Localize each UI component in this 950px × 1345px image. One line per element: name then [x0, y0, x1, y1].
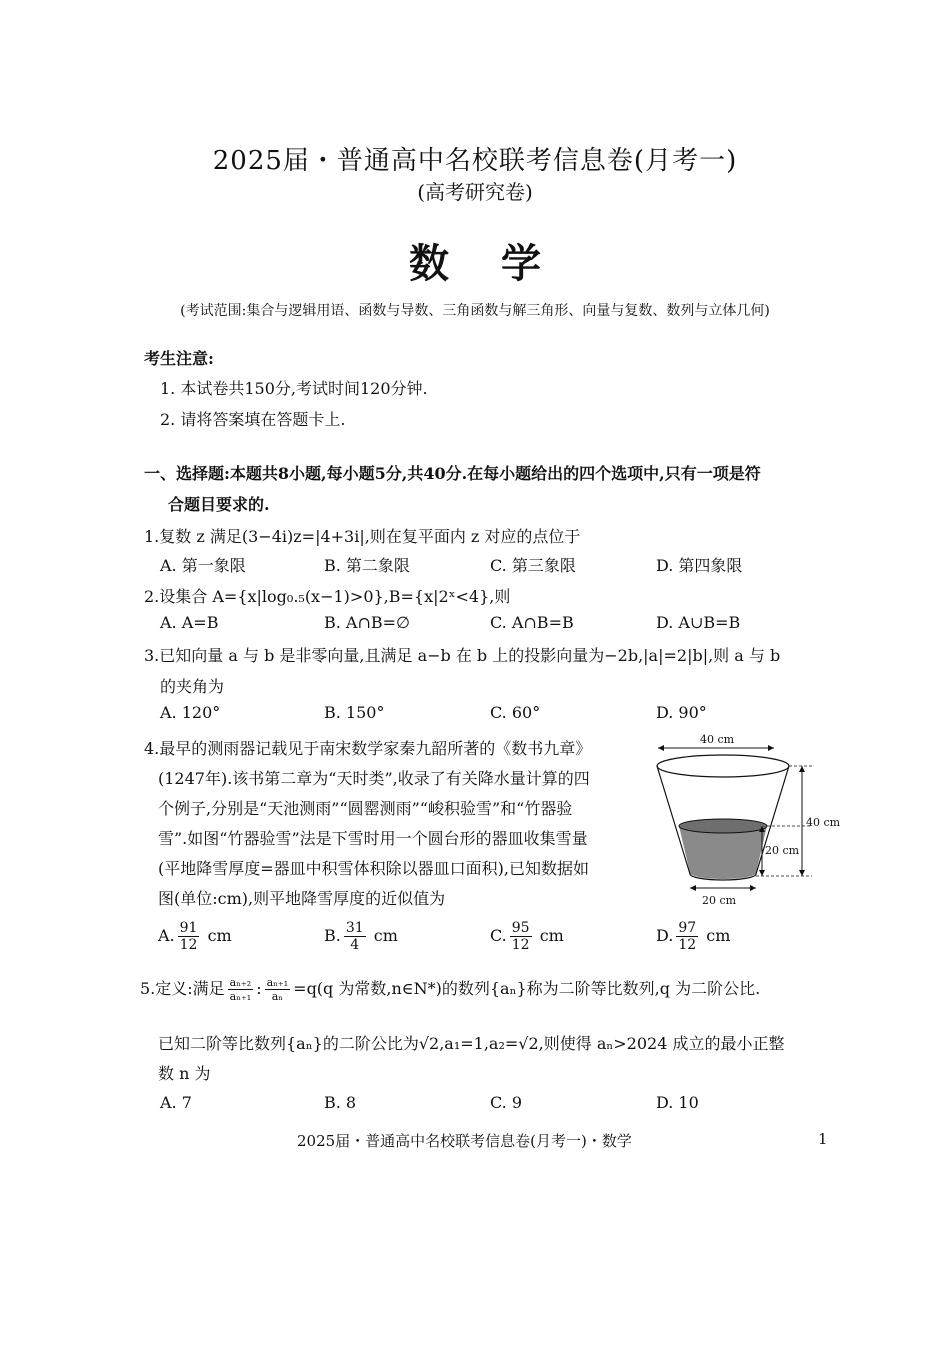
q1-option-b: B. 第二象限: [324, 556, 410, 575]
q3-option-d: D. 90°: [656, 703, 707, 722]
exam-scope: (考试范围:集合与逻辑用语、函数与导数、三角函数与解三角形、向量与复数、数列与立体几何): [180, 303, 770, 319]
question-4-line: 4.最早的测雨器记载见于南宋数学家秦九韶所著的《数书九章》: [144, 739, 592, 758]
question-5-line: 数 n 为: [158, 1064, 211, 1083]
q3-option-c: C. 60°: [490, 703, 541, 722]
exam-title: 2025届・普通高中名校联考信息卷(月考一): [212, 146, 738, 176]
q1-option-c: C. 第三象限: [490, 556, 576, 575]
page-footer: 2025届・普通高中名校联考信息卷(月考一)・数学: [297, 1132, 632, 1150]
q4-option-a: A. $\frac{91}{12}$ cm: [158, 920, 232, 953]
q2-option-b: B. A∩B=∅: [324, 613, 410, 632]
q1-option-d: D. 第四象限: [656, 556, 743, 575]
page-number: 1: [818, 1130, 828, 1148]
snow-depth-label: 20 cm: [765, 844, 800, 857]
question-1-stem: 1.复数 z 满足(3−4i)z=|4+3i|,则在复平面内 z 对应的点位于: [144, 527, 581, 546]
question-4-line: (平地降雪厚度=器皿中积雪体积除以器皿口面积),已知数据如: [158, 859, 589, 878]
question-5-stem: 5.定义:满足 $\frac{\text{aₙ₊₂}}{\text{aₙ₊₁}}$ : $\frac{\text{aₙ₊₁}}{\text{aₙ}}$ =q(q 为常数,n∈N*)的数列{aₙ}称为二阶等比数列,q 为二阶公比.: [140, 976, 761, 1003]
question-4-line: 个例子,分别是“天池测雨”“圆罂测雨”“峻积验雪”和“竹器验: [158, 799, 573, 818]
q2-option-c: C. A∩B=B: [490, 613, 574, 632]
question-4-line: 雪”.如图“竹器验雪”法是下雪时用一个圆台形的器皿收集雪量: [158, 829, 588, 848]
section-heading: 一、选择题:本题共8小题,每小题5分,共40分.在每小题给出的四个选项中,只有一项是符: [144, 464, 761, 483]
q4-option-c: C. $\frac{95}{12}$ cm: [490, 920, 564, 953]
q1-option-a: A. 第一象限: [160, 556, 246, 575]
exam-subtitle: (高考研究卷): [417, 180, 533, 204]
q3-option-a: A. 120°: [160, 703, 221, 722]
section-heading-cont: 合题目要求的.: [168, 495, 270, 514]
notice-item: 2. 请将答案填在答题卡上.: [160, 410, 346, 429]
q3-option-b: B. 150°: [324, 703, 385, 722]
top-diameter-label: 40 cm: [700, 733, 735, 746]
q2-option-a: A. A=B: [160, 613, 219, 632]
question-3-stem-cont: 的夹角为: [160, 677, 225, 696]
question-5-line: 已知二阶等比数列{aₙ}的二阶公比为√2,a₁=1,a₂=√2,则使得 aₙ>2024 成立的最小正整: [158, 1034, 785, 1053]
question-3-stem: 3.已知向量 a 与 b 是非零向量,且满足 a−b 在 b 上的投影向量为−2b,|a|=2|b|,则 a 与 b: [144, 646, 781, 665]
q2-option-d: D. A∪B=B: [656, 613, 741, 632]
height-label: 40 cm: [806, 816, 841, 829]
q5-option-d: D. 10: [656, 1093, 699, 1112]
question-2-stem: 2.设集合 A={x|log₀.₅(x−1)>0},B={x|2ˣ<4},则: [144, 587, 511, 606]
q5-option-c: C. 9: [490, 1093, 523, 1112]
frustum-container-figure: [650, 728, 850, 918]
q5-option-b: B. 8: [324, 1093, 357, 1112]
bottom-diameter-label: 20 cm: [702, 894, 737, 907]
q4-option-b: B. $\frac{31}{4}$ cm: [324, 920, 398, 953]
question-4-line: 图(单位:cm),则平地降雪厚度的近似值为: [158, 889, 446, 908]
question-4-line: (1247年).该书第二章为“天时类”,收录了有关降水量计算的四: [158, 769, 590, 788]
notice-item: 1. 本试卷共150分,考试时间120分钟.: [160, 379, 428, 398]
q4-option-d: D. $\frac{97}{12}$ cm: [656, 920, 731, 953]
notice-heading: 考生注意:: [144, 349, 214, 368]
subject-title: 数学: [409, 240, 593, 287]
q5-option-a: A. 7: [160, 1093, 192, 1112]
